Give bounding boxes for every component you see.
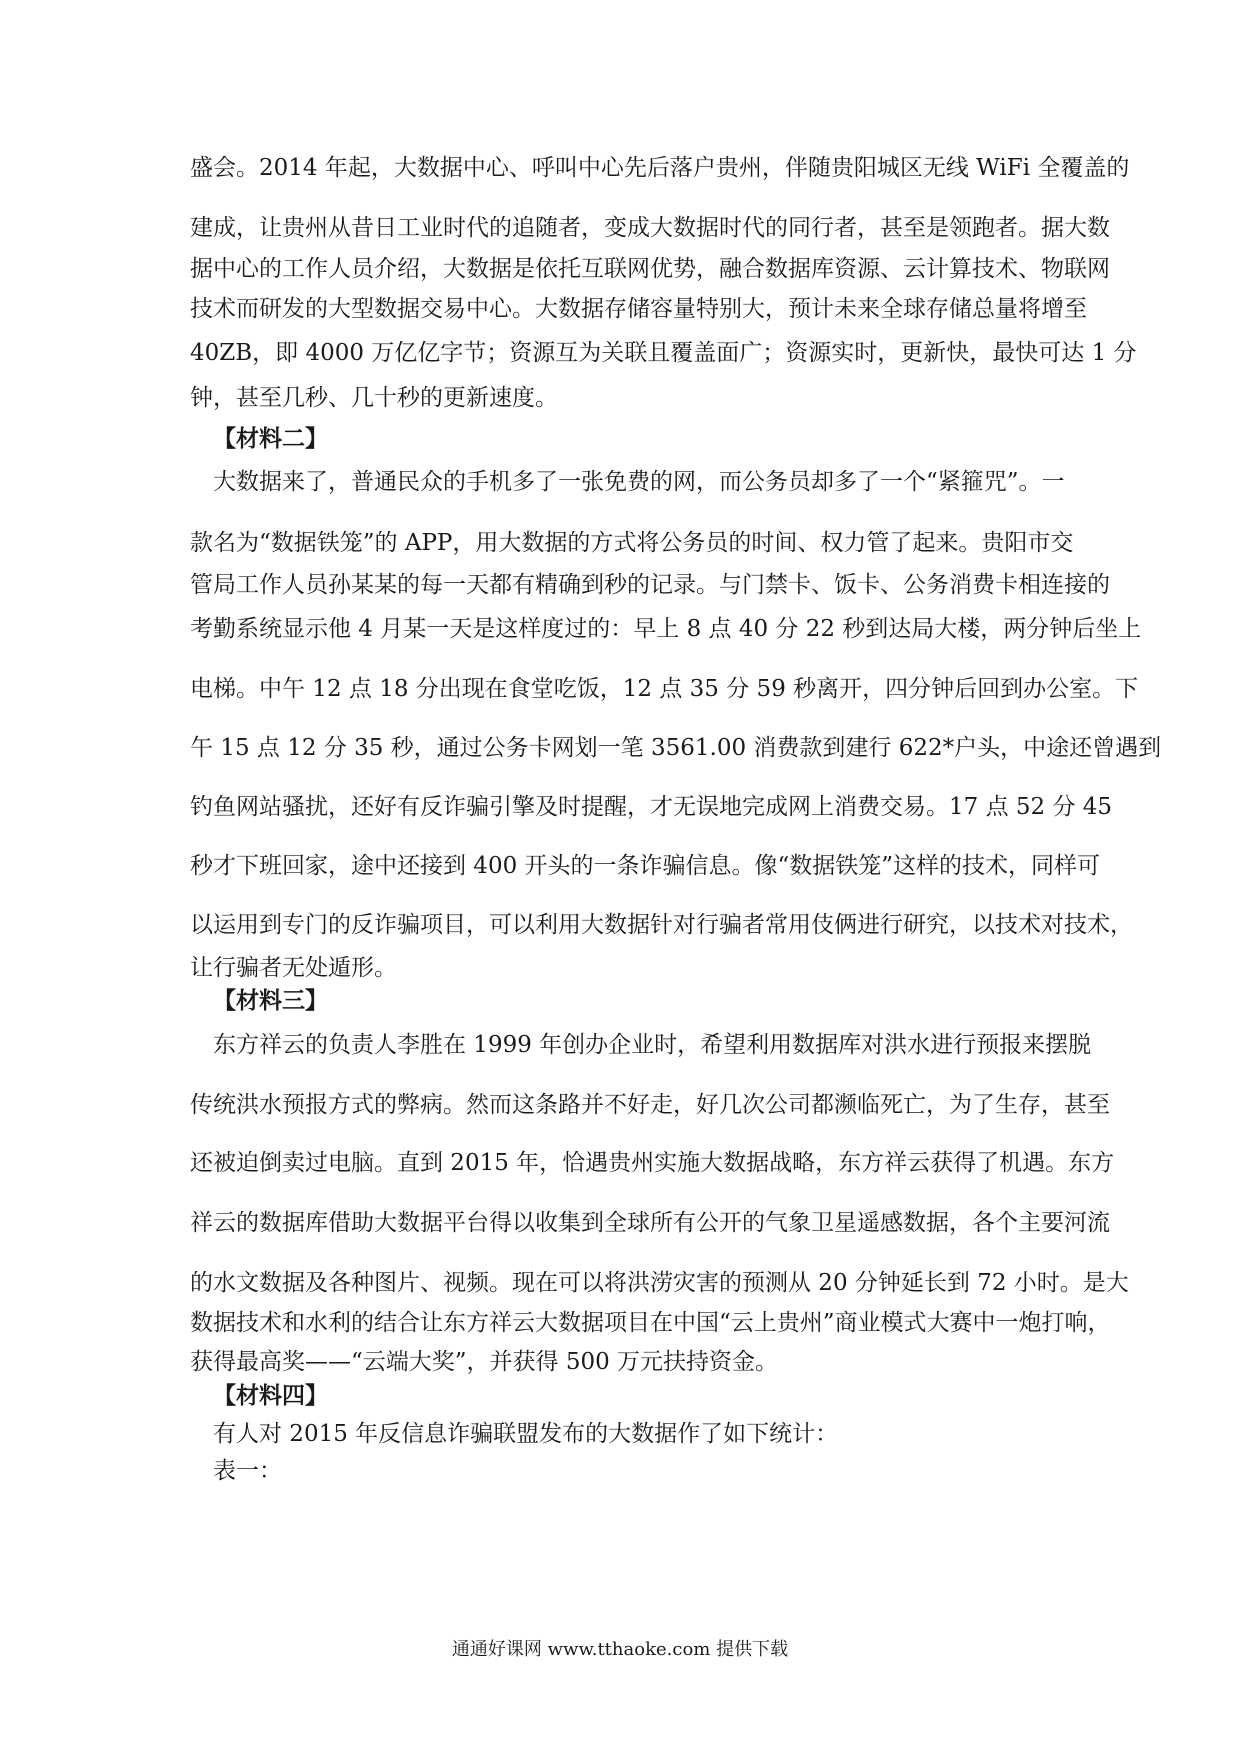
paragraph-line: 有人对 2015 年反信息诈骗联盟发布的大数据作了如下统计： xyxy=(213,1421,839,1447)
paragraph-line: 款名为“数据铁笼”的 APP，用大数据的方式将公务员的时间、权力管了起来。贵阳市交 xyxy=(190,530,1074,556)
paragraph-line: 获得最高奖——“云端大奖”，并获得 500 万元扶持资金。 xyxy=(190,1349,779,1375)
paragraph-line: 东方祥云的负责人李胜在 1999 年创办企业时，希望利用数据库对洪水进行预报来摆脱 xyxy=(213,1032,1092,1058)
paragraph-line: 建成，让贵州从昔日工业时代的追随者，变成大数据时代的同行者，甚至是领跑者。据大数 xyxy=(190,215,1110,241)
paragraph-line: 的水文数据及各种图片、视频。现在可以将洪涝灾害的预测从 20 分钟延长到 72 小时。是大 xyxy=(190,1270,1129,1296)
paragraph-line: 据中心的工作人员介绍，大数据是依托互联网优势，融合数据库资源、云计算技术、物联网 xyxy=(190,256,1110,282)
paragraph-line: 考勤系统显示他 4 月某一天是这样度过的：早上 8 点 40 分 22 秒到达局大楼，两分钟后坐上 xyxy=(190,616,1142,642)
paragraph-line: 钟，甚至几秒、几十秒的更新速度。 xyxy=(190,385,558,411)
section-heading-material-3: 【材料三】 xyxy=(213,987,328,1014)
paragraph-line: 传统洪水预报方式的弊病。然而这条路并不好走，好几次公司都濒临死亡，为了生存，甚至 xyxy=(190,1092,1110,1118)
paragraph-line: 管局工作人员孙某某的每一天都有精确到秒的记录。与门禁卡、饭卡、公务消费卡相连接的 xyxy=(190,572,1110,598)
paragraph-line: 电梯。中午 12 点 18 分出现在食堂吃饭，12 点 35 分 59 秒离开，四分钟后回到办公室。下 xyxy=(190,676,1139,702)
paragraph-line: 盛会。2014 年起，大数据中心、呼叫中心先后落户贵州，伴随贵阳城区无线 WiFi 全覆盖的 xyxy=(190,155,1130,181)
paragraph-line: 午 15 点 12 分 35 秒，通过公务卡网划一笔 3561.00 消费款到建行 622*户头，中途还曾遇到 xyxy=(190,735,1162,761)
paragraph-line: 让行骗者无处遁形。 xyxy=(190,955,397,981)
section-heading-material-4: 【材料四】 xyxy=(213,1382,328,1409)
paragraph-line: 钓鱼网站骚扰，还好有反诈骗引擎及时提醒，才无误地完成网上消费交易。17 点 52 分 45 xyxy=(190,794,1113,820)
paragraph-line: 秒才下班回家，途中还接到 400 开头的一条诈骗信息。像“数据铁笼”这样的技术，同样可 xyxy=(190,853,1101,879)
paragraph-line: 祥云的数据库借助大数据平台得以收集到全球所有公开的气象卫星遥感数据，各个主要河流 xyxy=(190,1210,1110,1236)
section-heading-material-2: 【材料二】 xyxy=(213,425,328,452)
paragraph-line: 技术而研发的大型数据交易中心。大数据存储容量特别大，预计未来全球存储总量将增至 xyxy=(190,296,1087,322)
paragraph-line: 以运用到专门的反诈骗项目，可以利用大数据针对行骗者常用伎俩进行研究，以技术对技术， xyxy=(190,912,1133,938)
paragraph-line: 还被迫倒卖过电脑。直到 2015 年，恰遇贵州实施大数据战略，东方祥云获得了机遇。东方 xyxy=(190,1150,1115,1176)
table-caption: 表一： xyxy=(213,1458,282,1484)
paragraph-line: 大数据来了，普通民众的手机多了一张免费的网，而公务员却多了一个“紧箍咒”。一 xyxy=(213,469,1065,495)
page-footer: 通通好课网 www.tthaoke.com 提供下载 xyxy=(451,1639,789,1660)
paragraph-line: 40ZB，即 4000 万亿亿字节；资源互为关联且覆盖面广；资源实时，更新快，最快可达 1 分 xyxy=(190,340,1137,366)
paragraph-line: 数据技术和水利的结合让东方祥云大数据项目在中国“云上贵州”商业模式大赛中一炮打响， xyxy=(190,1310,1111,1336)
